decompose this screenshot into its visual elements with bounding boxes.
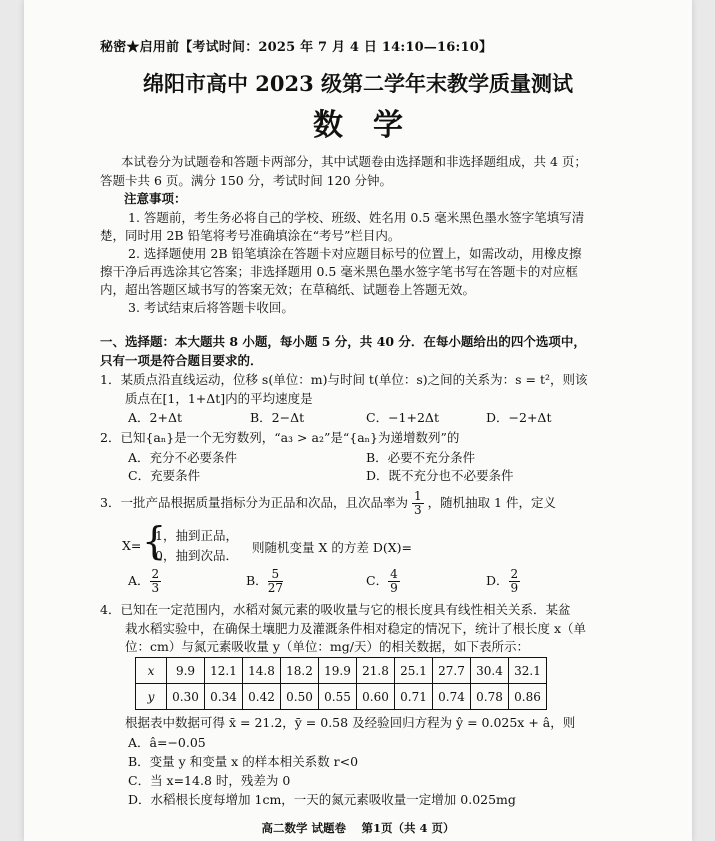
option-a: A．充分不必要条件 xyxy=(128,450,238,465)
table-cell: 0.50 xyxy=(281,684,319,710)
note-line: 擦干净后再选涂其它答案；非选择题用 0.5 毫米黑色墨水签字笔书写在答题卡的对应框 xyxy=(100,264,578,279)
question-1-stem: 质点在[1，1+Δt]内的平均速度是 xyxy=(125,391,313,406)
question-4-stem: 栽水稻实验中，在确保土壤肥力及灌溉条件相对稳定的情况下，统计了根长度 x（单 xyxy=(125,621,587,636)
question-4-stem: 位：cm）与氮元素吸收量 y（单位：mg/天）的相关数据，如下表所示： xyxy=(125,639,529,654)
fraction-numerator: 1 xyxy=(413,489,422,503)
fraction-denominator: 3 xyxy=(413,503,422,517)
note-line: 楚，同时用 2B 铅笔将考号准确填涂在“考号”栏目内。 xyxy=(100,228,401,243)
question-2-stem: 2．已知{aₙ}是一个无穷数列，“a₃ > a₂”是“{aₙ}为递增数列”的 xyxy=(100,430,460,445)
table-row-y xyxy=(136,684,547,710)
table-cell: 0.74 xyxy=(433,684,471,710)
option-fraction xyxy=(268,568,283,595)
section-heading: 一、选择题：本大题共 8 小题，每小题 5 分，共 40 分．在每小题给出的四个选项中， xyxy=(100,334,586,349)
variance-question: 则随机变量 X 的方差 D(X)= xyxy=(252,540,412,555)
exam-title: 绵阳市高中 2023 级第二学年末教学质量测试 xyxy=(142,71,574,96)
table-cell: 0.30 xyxy=(167,684,205,710)
notes-title: 注意事项： xyxy=(124,191,187,206)
option-a xyxy=(128,568,161,595)
table-cell: 21.8 xyxy=(357,658,395,684)
option-c: C．−1+2Δt xyxy=(366,410,439,425)
option-label: D． xyxy=(486,573,509,588)
fraction-denominator: 27 xyxy=(267,581,283,595)
table-cell: 18.2 xyxy=(281,658,319,684)
option-d: D．−2+Δt xyxy=(486,410,552,425)
note-line: 1. 答题前，考生务必将自己的学校、班级、姓名用 0.5 毫米黑色墨水签字笔填写清 xyxy=(128,210,585,225)
note-line: 内，超出答题区域书写的答案无效；在草稿纸、试题卷上答题无效。 xyxy=(100,282,476,297)
option-c: C．当 x=14.8 时，残差为 0 xyxy=(128,773,291,788)
subject-title: 数学 xyxy=(313,108,433,143)
page-footer: 高二数学 试题卷 第1页（共 4 页） xyxy=(261,821,455,835)
fraction-denominator: 3 xyxy=(151,581,160,595)
note-line: 2. 选择题使用 2B 铅笔填涂在答题卡对应题目标号的位置上，如需改动，用橡皮擦 xyxy=(128,246,582,261)
question-3-stem-text: 3．一批产品根据质量指标分为正品和次品，且次品率为 xyxy=(100,495,408,510)
option-b: B．变量 y 和变量 x 的样本相关系数 r<0 xyxy=(128,754,359,769)
table-header-cell: y xyxy=(136,684,167,710)
option-label: B． xyxy=(246,573,268,588)
option-b: B．必要不充分条件 xyxy=(366,450,476,465)
table-row-x xyxy=(136,658,547,684)
option-a: A．2+Δt xyxy=(128,410,183,425)
table-cell: 27.7 xyxy=(433,658,471,684)
left-brace: { xyxy=(142,519,167,563)
fraction-numerator: 5 xyxy=(268,568,283,582)
table-cell: 14.8 xyxy=(243,658,281,684)
data-table xyxy=(135,657,547,710)
option-d: D．水稻根长度每增加 1cm，一天的氮元素吸收量一定增加 0.025mg xyxy=(128,792,516,807)
option-b: B．2−Δt xyxy=(250,410,305,425)
table-cell: 0.60 xyxy=(357,684,395,710)
question-1-stem: 1．某质点沿直线运动，位移 s(单位：m)与时间 t(单位：s)之间的关系为：s = t²，则该 xyxy=(100,372,588,387)
option-fraction xyxy=(509,568,521,595)
option-label: A． xyxy=(128,573,150,588)
question-4-stem: 4．已知在一定范围内，水稻对氮元素的吸收量与它的根长度具有线性相关关系．某盆 xyxy=(100,602,571,617)
defect-rate-fraction xyxy=(412,490,424,517)
intro-line: 本试卷分为试题卷和答题卡两部分，其中试题卷由选择题和非选择题组成，共 4 页； xyxy=(121,154,587,169)
option-c xyxy=(366,568,400,595)
fraction-numerator: 2 xyxy=(510,567,519,581)
table-cell: 12.1 xyxy=(205,658,243,684)
table-cell: 25.1 xyxy=(395,658,433,684)
exam-page xyxy=(24,0,692,841)
exam-time-header: 秘密★启用前【考试时间：2025 年 7 月 4 日 14:10—16:10】 xyxy=(100,40,493,55)
table-cell: 30.4 xyxy=(471,658,509,684)
section-heading: 只有一项是符合题目要求的． xyxy=(100,353,263,368)
table-cell: 0.78 xyxy=(471,684,509,710)
fraction-denominator: 9 xyxy=(510,581,519,595)
option-label: C． xyxy=(366,573,389,588)
table-cell: 0.71 xyxy=(395,684,433,710)
option-d: D．既不充分也不必要条件 xyxy=(366,468,514,483)
option-c: C．充要条件 xyxy=(128,468,201,483)
option-d xyxy=(486,568,520,595)
option-fraction xyxy=(150,568,162,595)
question-3-stem xyxy=(100,490,556,517)
option-fraction xyxy=(388,568,400,595)
regression-text: 根据表中数据可得 x̄ = 21.2，ȳ = 0.58 及经验回归方程为 ŷ = 0.025x + â，则 xyxy=(125,715,576,730)
table-cell: 9.9 xyxy=(167,658,205,684)
x-label: X= xyxy=(122,538,142,553)
table-cell: 0.86 xyxy=(509,684,547,710)
question-3-stem-text: ，随机抽取 1 件，定义 xyxy=(427,495,556,510)
intro-line: 答题卡共 6 页。满分 150 分，考试时间 120 分钟。 xyxy=(100,173,393,188)
case-1: 1，抽到正品， xyxy=(155,528,238,543)
table-cell: 19.9 xyxy=(319,658,357,684)
option-a: A．â=−0.05 xyxy=(128,735,206,750)
table-header-cell: x xyxy=(136,658,167,684)
fraction-numerator: 2 xyxy=(151,567,160,581)
option-b xyxy=(246,568,283,595)
note-line: 3. 考试结束后将答题卡收回。 xyxy=(128,300,294,315)
table-cell: 32.1 xyxy=(509,658,547,684)
fraction-denominator: 9 xyxy=(390,581,398,595)
table-cell: 0.34 xyxy=(205,684,243,710)
fraction-numerator: 4 xyxy=(390,567,398,581)
case-2: 0，抽到次品． xyxy=(155,548,238,563)
table-cell: 0.55 xyxy=(319,684,357,710)
table-cell: 0.42 xyxy=(243,684,281,710)
